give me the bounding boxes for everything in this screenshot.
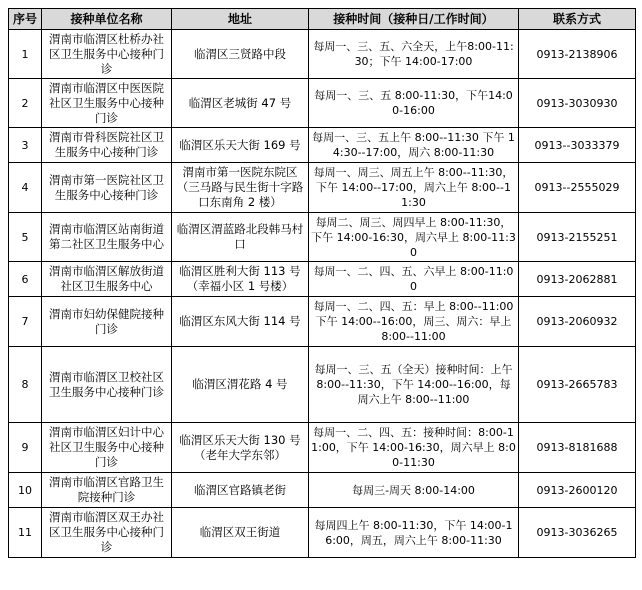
site-name: 渭南市第一医院社区卫生服务中心接种门诊	[42, 163, 172, 213]
row-number: 6	[9, 262, 42, 297]
site-name: 渭南市临渭区解放街道社区卫生服务中心	[42, 262, 172, 297]
vaccination-time: 每周一、二、四、五：早上 8:00--11:00 下午 14:00--16:00，周三、周六：早上 8:00--11:00	[309, 297, 519, 347]
row-number: 10	[9, 473, 42, 508]
header-contact: 联系方式	[519, 9, 636, 30]
row-number: 2	[9, 79, 42, 128]
vaccination-time: 每周一、二、四、五、六早上 8:00-11:00	[309, 262, 519, 297]
site-address: 临渭区双王街道	[172, 508, 309, 558]
vaccination-time: 每周一、三、五（全天）接种时间：上午 8:00--11:30，下午 14:00--16:00，每周六上午 8:00--11:00	[309, 347, 519, 423]
contact-phone: 0913-2155251	[519, 213, 636, 262]
row-number: 1	[9, 30, 42, 79]
table-row	[9, 262, 636, 297]
table-row	[9, 163, 636, 213]
contact-phone: 0913-2665783	[519, 347, 636, 423]
vaccination-time: 每周一、二、四、五：接种时间：8:00-11:00，下午 14:00-16:30，周六早上 8:00-11:30	[309, 423, 519, 473]
contact-phone: 0913-2138906	[519, 30, 636, 79]
site-name: 渭南市骨科医院社区卫生服务中心接种门诊	[42, 128, 172, 163]
site-address: 临渭区官路镇老街	[172, 473, 309, 508]
contact-phone: 0913-2060932	[519, 297, 636, 347]
table-row	[9, 347, 636, 423]
row-number: 4	[9, 163, 42, 213]
site-name: 渭南市临渭区中医医院社区卫生服务中心接种门诊	[42, 79, 172, 128]
vaccination-time: 每周四上午 8:00-11:30，下午 14:00-16:00，周五，周六上午 8:00-11:30	[309, 508, 519, 558]
vaccination-time: 每周一、三、五上午 8:00--11:30 下午 14:30--17:00，周六 8:00-11:30	[309, 128, 519, 163]
row-number: 7	[9, 297, 42, 347]
site-name: 渭南市临渭区站南街道第二社区卫生服务中心	[42, 213, 172, 262]
contact-phone: 0913--2555029	[519, 163, 636, 213]
site-name: 渭南市妇幼保健院接种门诊	[42, 297, 172, 347]
vaccination-time: 每周一、三、五、六全天，上午8:00-11:30；下午 14:00-17:00	[309, 30, 519, 79]
site-address: 临渭区乐天大街 169 号	[172, 128, 309, 163]
vaccination-sites-table	[8, 8, 636, 558]
header-vaccination-time: 接种时间（接种日/工作时间）	[309, 9, 519, 30]
row-number: 9	[9, 423, 42, 473]
site-address: 临渭区胜利大街 113 号（幸福小区 1 号楼）	[172, 262, 309, 297]
table-row	[9, 30, 636, 79]
table-row	[9, 473, 636, 508]
contact-phone: 0913-3030930	[519, 79, 636, 128]
site-address: 临渭区渭蓝路北段韩马村口	[172, 213, 309, 262]
table-row	[9, 128, 636, 163]
header-serial-number: 序号	[9, 9, 42, 30]
row-number: 5	[9, 213, 42, 262]
table-row	[9, 297, 636, 347]
contact-phone: 0913--3033379	[519, 128, 636, 163]
table-header-row	[9, 9, 636, 30]
contact-phone: 0913-2600120	[519, 473, 636, 508]
table-row	[9, 423, 636, 473]
row-number: 8	[9, 347, 42, 423]
site-name: 渭南市临渭区杜桥办社区卫生服务中心接种门诊	[42, 30, 172, 79]
vaccination-time: 每周一、三、五 8:00-11:30，下午14:00-16:00	[309, 79, 519, 128]
table-row	[9, 213, 636, 262]
row-number: 3	[9, 128, 42, 163]
table-row	[9, 508, 636, 558]
vaccination-time: 每周三-周天 8:00-14:00	[309, 473, 519, 508]
header-address: 地址	[172, 9, 309, 30]
site-name: 渭南市临渭区卫校社区卫生服务中心接种门诊	[42, 347, 172, 423]
site-address: 临渭区老城街 47 号	[172, 79, 309, 128]
site-name: 渭南市临渭区官路卫生院接种门诊	[42, 473, 172, 508]
row-number: 11	[9, 508, 42, 558]
contact-phone: 0913-2062881	[519, 262, 636, 297]
table-row	[9, 79, 636, 128]
site-address: 渭南市第一医院东院区（三马路与民生街十字路口东南角 2 楼）	[172, 163, 309, 213]
vaccination-time: 每周一、周三、周五上午 8:00--11:30，下午 14:00--17:00，周六上午 8:00--11:30	[309, 163, 519, 213]
header-site-name: 接种单位名称	[42, 9, 172, 30]
site-address: 临渭区乐天大街 130 号（老年大学东邻）	[172, 423, 309, 473]
site-name: 渭南市临渭区双王办社区卫生服务中心接种门诊	[42, 508, 172, 558]
site-name: 渭南市临渭区妇计中心社区卫生服务中心接种门诊	[42, 423, 172, 473]
vaccination-time: 每周二、周三、周四早上 8:00-11:30，下午 14:00-16:30，周六早上 8:00-11:30	[309, 213, 519, 262]
contact-phone: 0913-3036265	[519, 508, 636, 558]
contact-phone: 0913-8181688	[519, 423, 636, 473]
site-address: 临渭区三贤路中段	[172, 30, 309, 79]
site-address: 临渭区东风大街 114 号	[172, 297, 309, 347]
site-address: 临渭区渭花路 4 号	[172, 347, 309, 423]
